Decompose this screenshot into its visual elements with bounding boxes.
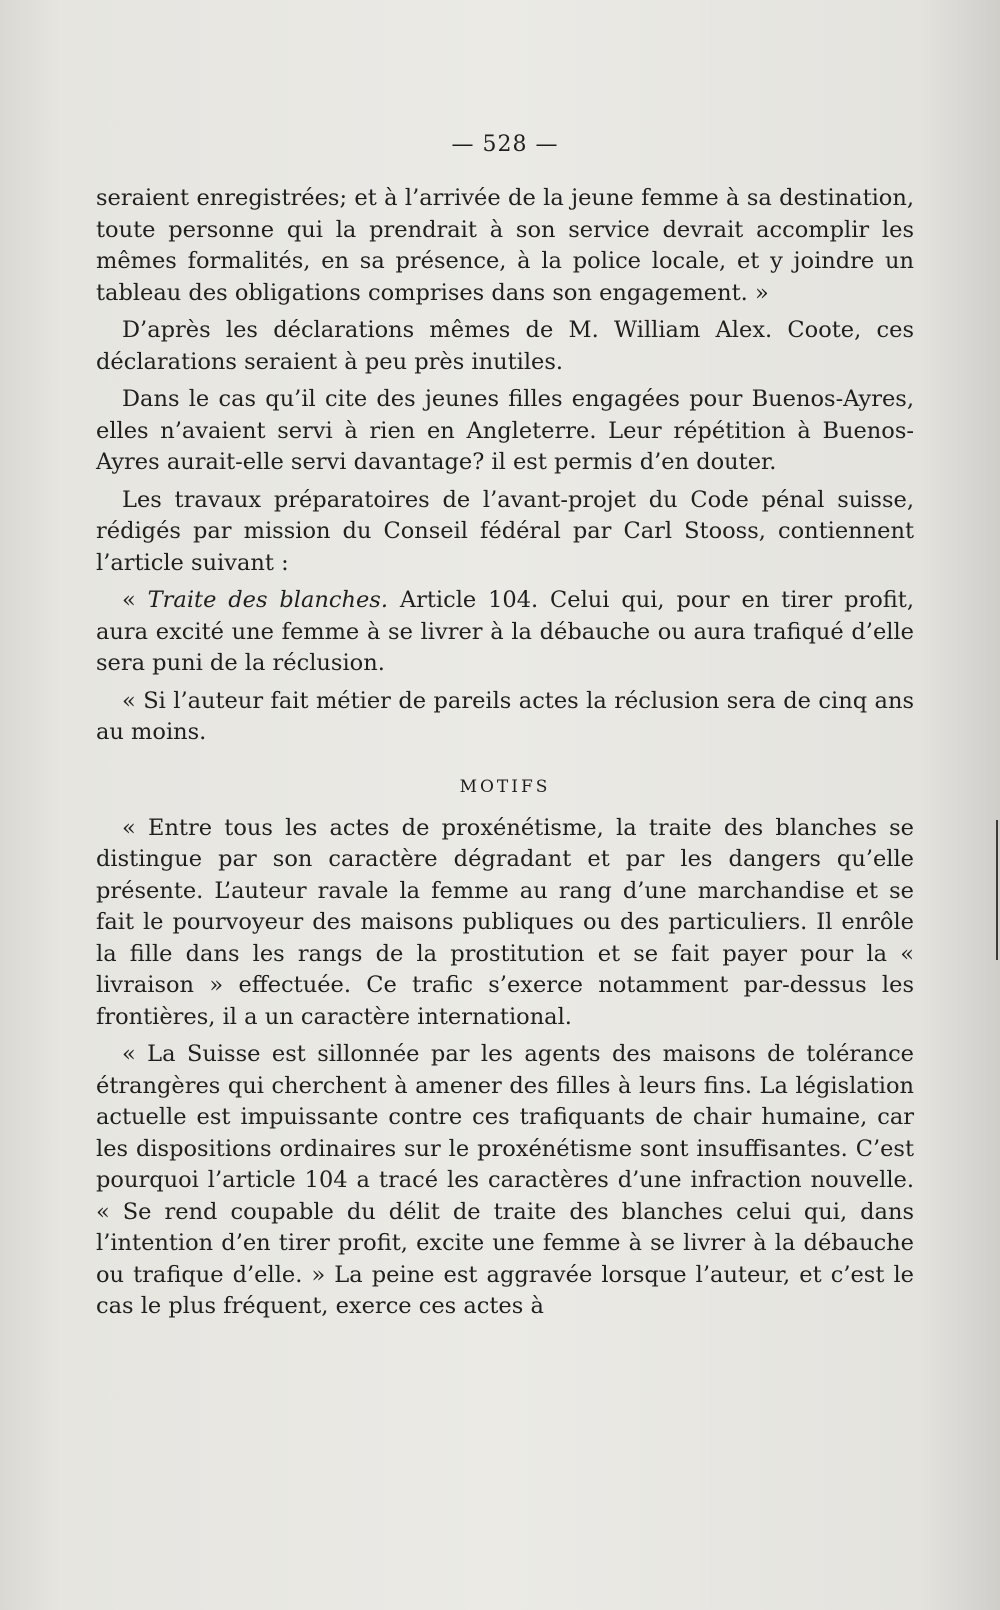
article-paragraph-second: « Si l’auteur fait métier de pareils actes la réclusion sera de cinq ans au moins. xyxy=(96,687,914,745)
paragraph: D’après les déclarations mêmes de M. William Alex. Coote, ces déclarations seraient à peu près inutiles. xyxy=(96,317,914,375)
page-number: — 528 — xyxy=(451,132,559,157)
article-title: Traite des blanches. xyxy=(147,587,388,613)
article-text: Article 104. Celui qui, pour en tirer profit, aura excité une femme à se livrer à la débauche ou aura trafiqué d’elle sera puni de la réclusion. xyxy=(96,587,915,676)
motifs-paragraph: « Entre tous les actes de proxénétisme, la traite des blanches se distingue par son caractère dégradant et par les dangers qu’elle présente. L’auteur ravale la femme au rang d’une marchandise et se fait le pourvoyeur des maisons publiques ou des particuliers. Il enrôle la fille dans les rangs de la prostitution et se fait payer pour la « livraison » effectuée. Ce trafic s’exerce notamment par-dessus les frontières, il a un caractère international. xyxy=(96,814,914,1030)
page xyxy=(96,132,914,1329)
open-quote: « xyxy=(122,587,136,613)
article-paragraph xyxy=(96,585,914,680)
motifs-paragraph: « La Suisse est sillonnée par les agents des maisons de tolérance étrangères qui cherchent à amener des filles à leurs fins. La législation actuelle est impuissante contre ces trafiquants de chair humaine, car les dispositions ordinaires sur le proxénétisme sont insuffisantes. C’est pourquoi l’article 104 a tracé les caractères d’une infraction nouvelle. « Se rend coupable du délit de traite des blanches celui qui, dans l’intention d’en tirer profit, excite une femme à se livrer à la débauche ou trafique d’elle. » La peine est aggravée lorsque l’auteur, et c’est le cas le plus fréquent, exerce ces actes à xyxy=(96,1041,914,1319)
paragraph: Dans le cas qu’il cite des jeunes filles engagées pour Buenos-Ayres, elles n’avaient servi à rien en Angleterre. Leur répétition à Buenos-Ayres aurait-elle servi davantage? il est permis d’en douter. xyxy=(96,386,914,475)
paragraph: seraient enregistrées; et à l’arrivée de la jeune femme à sa destination, toute personne qui la prendrait à son service devrait accomplir les mêmes formalités, en sa présence, à la police locale, et y joindre un tableau des obligations comprises dans son engagement. » xyxy=(96,185,914,306)
section-heading: MOTIFS xyxy=(459,776,551,797)
body-text xyxy=(96,183,914,1323)
page-edge-mark xyxy=(996,820,998,960)
paragraph: Les travaux préparatoires de l’avant-projet du Code pénal suisse, rédigés par mission du Conseil fédéral par Carl Stooss, contiennent l’article suivant : xyxy=(96,486,914,576)
